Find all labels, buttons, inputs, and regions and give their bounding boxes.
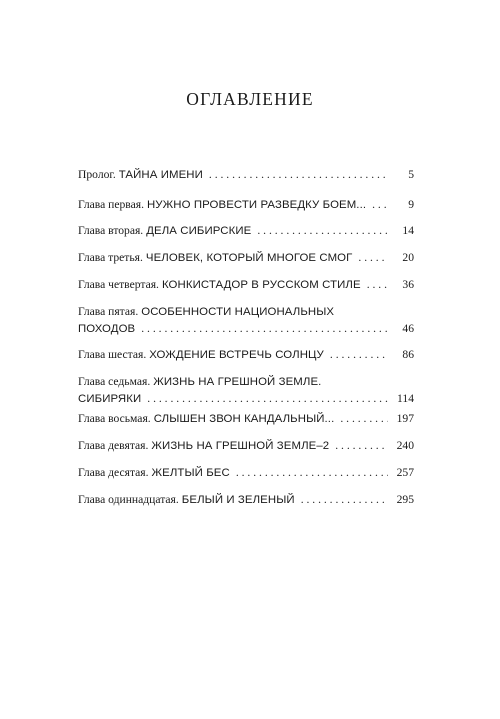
chapter-label: Глава четвертая. [78,278,159,291]
chapter-title: СЛЫШЕН ЗВОН КАНДАЛЬНЫЙ... [153,413,335,425]
toc-heading: ОГЛАВЛЕНИЕ [186,89,314,109]
page-number: 86 [402,348,414,361]
toc-entry [78,168,414,182]
chapter-title: ЧЕЛОВЕК, КОТОРЫЙ МНОГОЕ СМОГ [145,252,353,264]
dot-leader [236,466,388,480]
dot-leader [330,348,388,362]
chapter-label: Пролог. [78,168,116,181]
page-number: 5 [408,168,414,181]
chapter-label: Глава седьмая. [78,375,151,388]
toc-entry [78,198,414,212]
toc-entry [78,348,414,362]
dot-leader [147,392,388,406]
toc-entry [78,466,414,480]
dot-leader [209,168,388,182]
chapter-title: ДЕЛА СИБИРСКИЕ [146,225,252,237]
chapter-title: ХОЖДЕНИЕ ВСТРЕЧЬ СОЛНЦУ [149,349,324,361]
chapter-label: Глава одиннадцатая. [78,493,179,506]
page-number: 197 [396,412,414,425]
dot-leader [367,278,388,292]
chapter-label: Глава восьмая. [78,412,151,425]
toc-entry [78,224,414,238]
page-number: 295 [396,493,414,506]
dot-leader [340,412,388,426]
page-number: 114 [397,392,414,405]
toc-entry [78,493,414,507]
page-number: 9 [408,198,414,211]
chapter-label: Глава первая. [78,198,144,211]
chapter-title: КОНКИСТАДОР В РУССКОМ СТИЛЕ [161,279,361,291]
dot-leader [335,439,388,453]
chapter-title: ЖЕЛТЫЙ БЕС [151,467,230,479]
chapter-title-continued: СИБИРЯКИ [78,393,142,405]
chapter-title: ЖИЗНЬ НА ГРЕШНОЙ ЗЕМЛЕ–2 [151,440,330,452]
chapter-label: Глава вторая. [78,224,144,237]
toc-entry [78,251,414,265]
chapter-title: ОСОБЕННОСТИ НАЦИОНАЛЬНЫХ [141,306,335,318]
toc-entry [78,412,414,426]
page-number: 240 [396,439,414,452]
chapter-label: Глава девятая. [78,439,149,452]
toc-entry [78,278,414,292]
dot-leader [141,322,388,336]
toc-entry [78,439,414,453]
toc-entry [78,305,414,336]
chapter-label: Глава шестая. [78,348,147,361]
chapter-title: НУЖНО ПРОВЕСТИ РАЗВЕДКУ БОЕМ... [146,199,367,211]
chapter-label: Глава пятая. [78,305,139,318]
page-number: 46 [402,322,414,335]
chapter-label: Глава третья. [78,251,143,264]
page-number: 257 [396,466,414,479]
dot-leader [301,493,388,507]
chapter-title: БЕЛЫЙ И ЗЕЛЕНЫЙ [181,494,295,506]
dot-leader [358,251,388,265]
page-number: 14 [402,224,414,237]
chapter-title-continued: ПОХОДОВ [78,323,136,335]
chapter-title: ЖИЗНЬ НА ГРЕШНОЙ ЗЕМЛЕ. [153,376,322,388]
dot-leader [257,224,388,238]
toc-entry [78,375,414,406]
chapter-label: Глава десятая. [78,466,149,479]
page-number: 20 [402,251,414,264]
page-number: 36 [402,278,414,291]
dot-leader [372,198,388,212]
chapter-title: ТАЙНА ИМЕНИ [118,169,203,181]
